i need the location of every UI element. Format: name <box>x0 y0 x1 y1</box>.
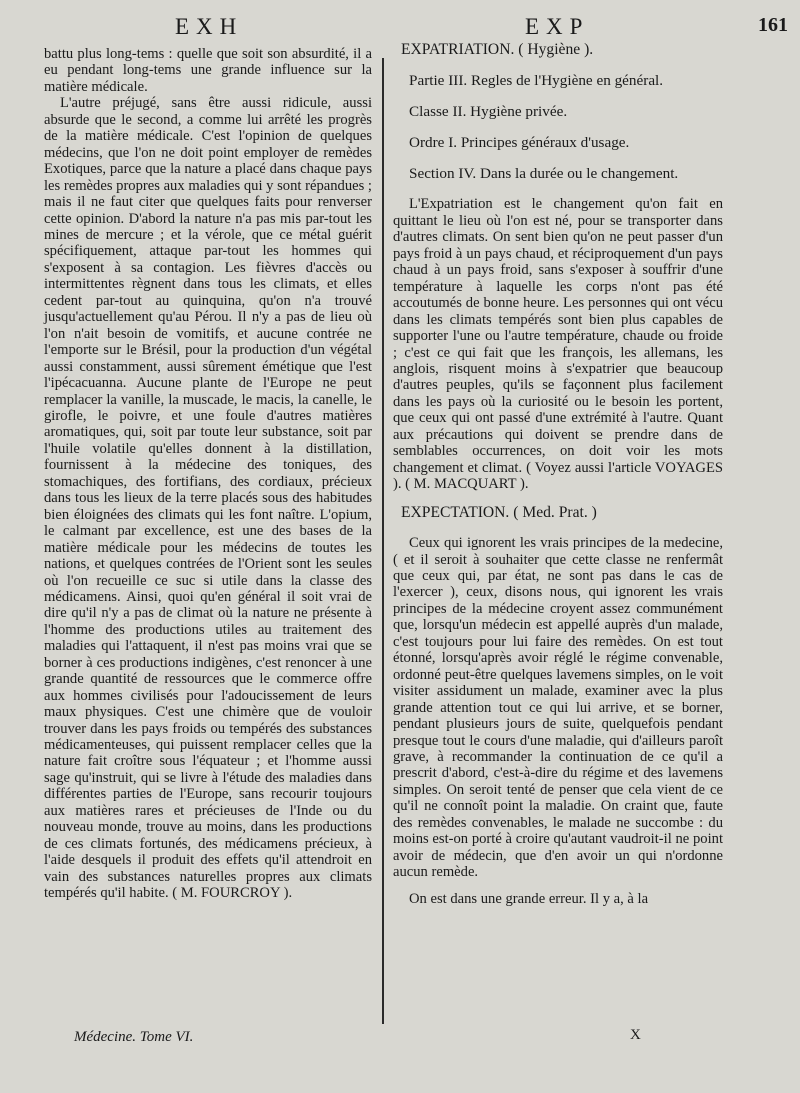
paragraph: L'autre préjugé, sans être aussi ridicule, aussi absurde que le second, a comme lui arrêté les progrès de la matière médicale. C'est l'opinion de quelques médecins, que l'on ne doit point employer de remèdes Exotiques, parce que la nature a placé dans chaque pays les remèdes propres aux maladies qui y sont répandues ; mais il ne faut citer que quelques faits pour renverser cette opinion. D'abord la nature n'a pas mis par-tout les mines de mercure ; et la vérole, que ce métal guérit spécifiquement, attaque par-tout les hommes qui s'exposent à sa contagion. Les fièvres d'accès ou intermittentes règnent dans tous les climats, et elles cedent par-tout au quinquina, qu'on n'a trouvé jusqu'actuellement qu'au Pérou. Il n'y a pas de lieu où l'on n'ait besoin de vomitifs, et aucune contrée ne l'emporte sur le Brésil, pour la production d'un végétal aussi constamment, aussi sûrement émétique que l'est l'ipécacuanna. Aucune plante de l'Europe ne peut remplacer la vanille, la muscade, le macis, la canelle, le girofle, le poivre, et une foule d'autres matières aromatiques, qui, soit par toute leur substance, soit par l'huile volatile qu'elles donnent à la distillation, fournissent à la médecine des toniques, des stomachiques, des fortifians, des cordiaux, précieux dans tous les lieux de la terre placés sous des habitudes bien éloignées des climats qui les font naître. L'opium, le calmant par excellence, est une des bases de la matière médicale pour les médecins de toutes les nations, et quelques contrées de l'Orient sont les seules où l'on recueille ce suc si utile dans la classe des médicamens. Ainsi, quoi qu'en général il soit vrai de dire qu'il n'y a pas de climat où la nature ne présente à l'homme des productions utiles au traitement des maladies qui l'attaquent, il n'est pas moins vrai que se borner à ces productions indigènes, c'est renoncer à une grande quantité de ressources que le commerce offre aux hommes civilisés pour l'adoucissement de leurs maux physiques. C'est une chimère que de vouloir trouver dans les pays froids ou tempérés des substances médicamenteuses, qui puissent remplacer celles que la nature fait croître sous l'équateur ; et l'homme aussi sage qu'instruit, qui se livre à l'étude des maladies dans différentes parties de l'Europe, sans recourir toujours aux matières rares et précieuses de l'Inde ou du nouveau monde, trouve au moins, dans les productions de ces climats fortunés, des médicamens précieux, à l'aide desquels il produit des effets qu'il attendroit en vain des substances naturelles propres aux climats tempérés qu'il habite. ( M. FOURCROY ). <box>44 95 372 902</box>
column-divider <box>382 58 384 1024</box>
running-head-left: EXH <box>175 14 244 39</box>
page-number: 161 <box>758 14 788 36</box>
volume-footer: Médecine. Tome VI. <box>74 1029 194 1045</box>
paragraph: battu plus long-tems : quelle que soit son absurdité, il a eu pendant long-tems une grande influence sur la matière médicale. <box>44 46 372 95</box>
signature-mark: X <box>630 1027 641 1043</box>
heading: Section IV. Dans la durée ou le changement. <box>409 165 679 183</box>
paragraph: Ceux qui ignorent les vrais principes de la medecine, ( et il seroit à souhaiter que cette classe ne renfermât que ceux qui, par état, ne sont pas dans le cas de l'exercer ), ceux, disons nous, qui ignorent les vrais principes de la médecine croyent assez communément que, lorsqu'un médecin est appellé auprès d'un malade, c'est toujours pour lui faire des remèdes. On est tout étonné, lorsqu'après avoir réglé le régime convenable, ordonné peut-être quelques lavemens simples, on le voit visiter assidument un malade, examiner avec la plus grande attention tout ce qui lui arrive, et se borner, pendant plusieurs jours de suite, quelquefois pendant presque tout le cours d'une maladie, qui d'ailleurs paroît grave, à recommander la continuation de ce qu'il a prescrit d'abord, c'est-à-dire du régime et des lavemens simples. On seroit tenté de penser que cela vient de ce qu'il ne connoît point la maladie. On craint que, faute des remèdes convenables, le malade ne succombe : du moins est-on porté à croire qu'autant vaudroit-il ne point avoir de médecin, que d'en avoir un qui n'ordonne aucun remède. <box>393 535 723 881</box>
left-column <box>44 46 372 1031</box>
paragraph: On est dans une grande erreur. Il y a, à la <box>409 890 649 907</box>
right-column <box>393 42 723 1037</box>
article-title: EXPATRIATION. ( Hygiène ). <box>401 41 594 58</box>
article-title: EXPECTATION. ( Med. Prat. ) <box>401 503 597 521</box>
running-head-right: EXP <box>525 14 590 39</box>
paragraph: L'Expatriation est le changement qu'on fait en quittant le lieu où l'on est né, pour se transporter dans d'autres climats. On sent bien qu'on ne peut passer d'un pays froid à un pays chaud, et réciproquement d'un pays chaud à un pays froid, sans s'exposer à souffrir d'une température à laquelle les corps n'ont pas été accoutumés de bonne heure. Les personnes qui ont vécu dans les climats tempérés sont bien plus capables de supporter l'une ou l'autre température, chaude ou froide ; c'est ce qui fait que les françois, les allemans, les anglois, risquent moins à s'expatrier que beaucoup d'autres peuples, qu'ils se façonnent plus facilement dans les pays où la curiosité ou le besoin les portent, que ceux qui ont passé d'une extrémité à l'autre. Quant aux précautions qui doivent se prendre dans de semblables occurrences, on doit voir les mots changement et climat. ( Voyez aussi l'article VOYAGES ). ( M. MACQUART ). <box>393 196 723 493</box>
heading: Classe II. Hygiène privée. <box>409 103 568 121</box>
heading: Ordre I. Principes généraux d'usage. <box>409 134 630 152</box>
heading: Partie III. Regles de l'Hygiène en général. <box>409 72 664 90</box>
